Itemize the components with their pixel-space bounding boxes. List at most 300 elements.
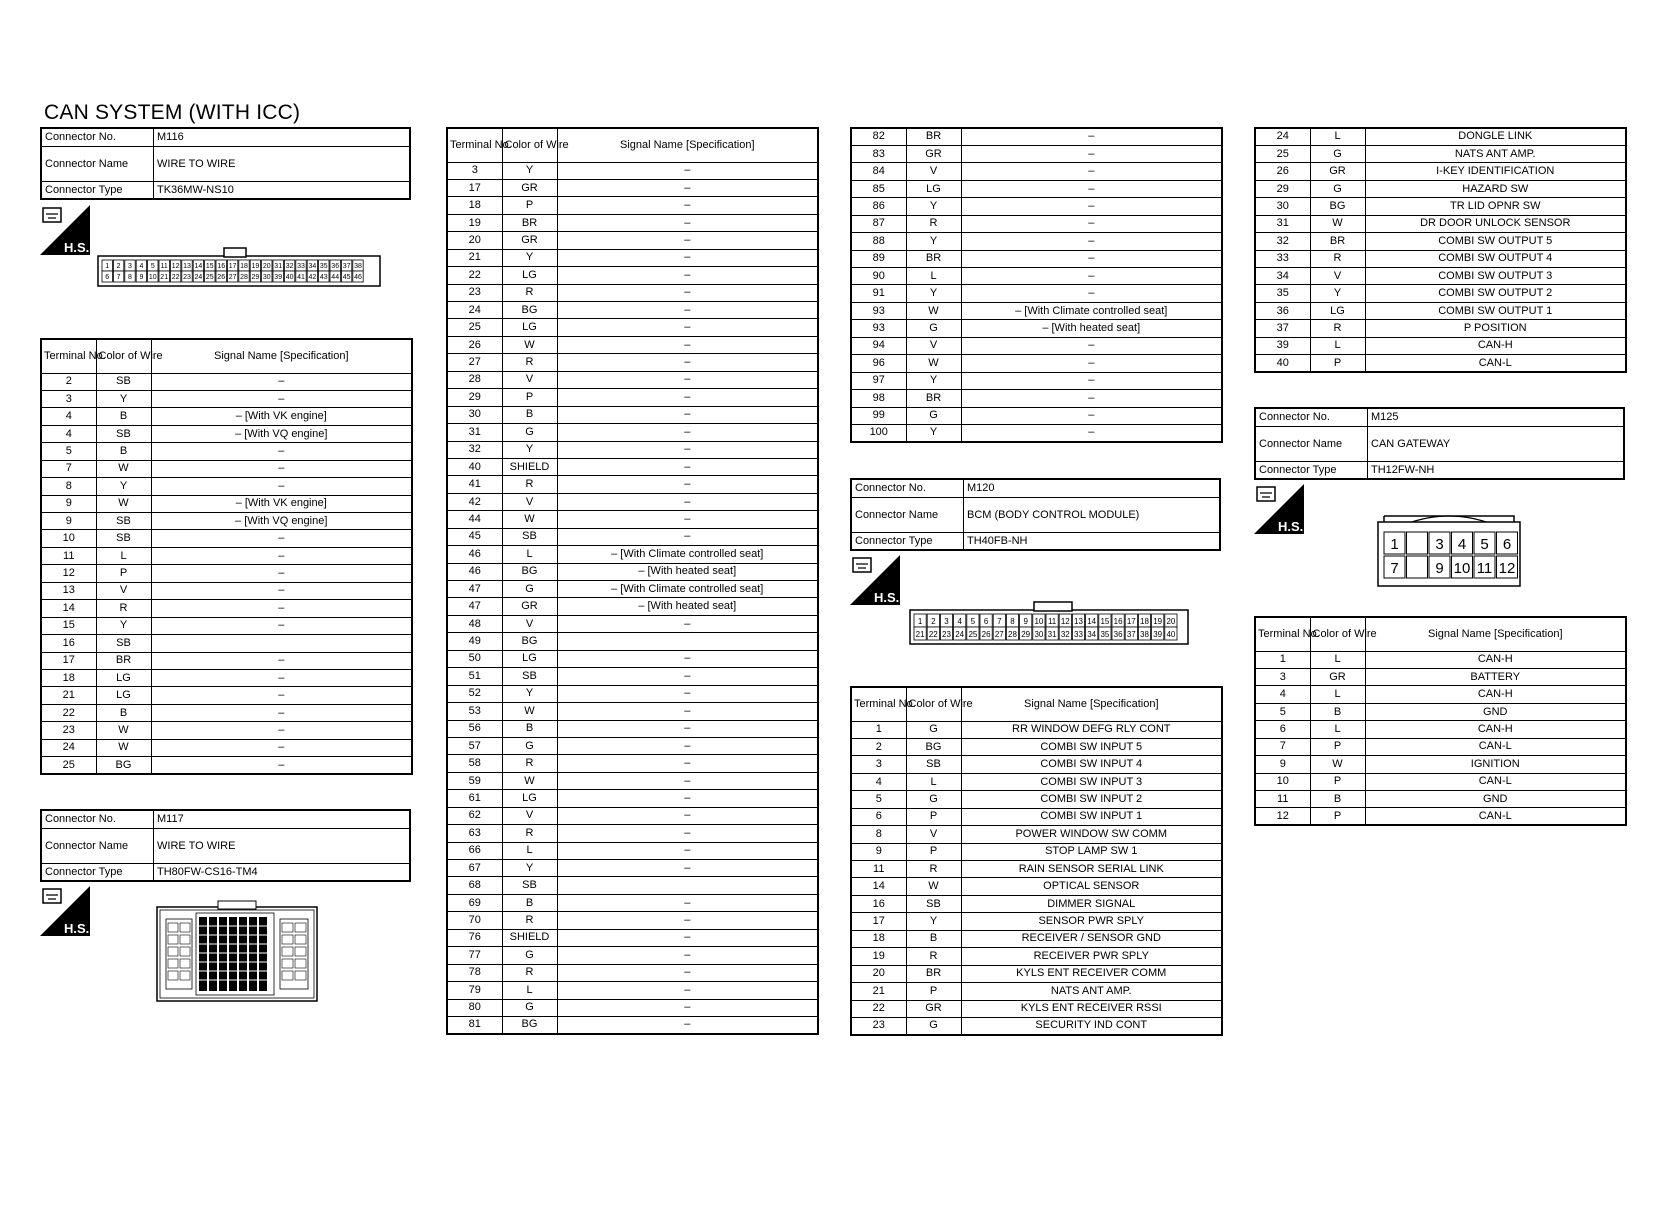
table-row (41, 495, 412, 512)
signal-name-cell: GND (1365, 703, 1626, 720)
terminal-no-cell: 67 (447, 860, 502, 877)
pin-number: 42 (308, 274, 317, 281)
table-row (1255, 808, 1626, 825)
terminal-no-header: Terminal No. (1255, 617, 1310, 651)
pin-number: 5 (970, 617, 976, 626)
terminal-no-cell: 59 (447, 772, 502, 789)
pin-number: 26 (217, 274, 226, 281)
table-row (447, 458, 818, 475)
wire-color-cell: GR (502, 232, 557, 249)
connector-diagram-m117 (156, 899, 318, 1003)
pin-number: 19 (1153, 617, 1163, 626)
table-row (447, 877, 818, 894)
signal-name-cell: CAN-L (1365, 808, 1626, 825)
signal-name-cell: – (557, 389, 818, 406)
wire-color-cell: SHIELD (502, 929, 557, 946)
terminal-no-cell: 37 (1255, 320, 1310, 337)
terminal-no-cell: 32 (1255, 233, 1310, 250)
terminal-no-cell: 19 (851, 948, 906, 965)
table-row (41, 478, 412, 495)
connector-diagram-m125 (1376, 510, 1522, 588)
wire-color-cell: L (1310, 337, 1365, 354)
wire-color-cell: W (502, 703, 557, 720)
table-row (447, 964, 818, 981)
pin-number: 9 (1023, 617, 1028, 626)
table-row (41, 669, 412, 686)
signal-name-cell: – [With heated seat] (961, 320, 1222, 337)
wire-color-cell: P (906, 983, 961, 1000)
terminal-no-cell: 99 (851, 407, 906, 424)
wire-color-cell: R (96, 600, 151, 617)
table-row (41, 565, 412, 582)
signal-name-cell (557, 877, 818, 894)
pin-number: 3 (1435, 536, 1444, 553)
signal-name-cell: – (151, 722, 412, 739)
pin-number: 38 (1140, 630, 1149, 639)
wire-color-cell: W (502, 772, 557, 789)
pin-number: 6 (983, 617, 989, 626)
pin-number: 44 (331, 274, 340, 281)
signal-name-cell: – (961, 407, 1222, 424)
signal-name-header: Signal Name [Specification] (151, 339, 412, 373)
pin-number: 22 (171, 274, 180, 281)
signal-name-cell: HAZARD SW (1365, 180, 1626, 197)
terminal-no-cell: 58 (447, 755, 502, 772)
wire-color-cell: L (1310, 686, 1365, 703)
terminal-no-cell: 62 (447, 807, 502, 824)
signal-name-cell: – (557, 947, 818, 964)
terminal-no-cell: 3 (447, 162, 502, 179)
wire-color-cell: BG (502, 1016, 557, 1033)
pin-number: 19 (251, 263, 260, 270)
color-of-wire-header: Color of Wire (1310, 617, 1365, 651)
pin-number: 32 (1060, 630, 1070, 639)
wire-color-cell: W (502, 511, 557, 528)
pin-number: 5 (150, 263, 155, 270)
terminal-no-cell: 96 (851, 355, 906, 372)
wire-color-cell: BR (906, 965, 961, 982)
table-row (851, 808, 1222, 825)
terminal-no-cell: 46 (447, 546, 502, 563)
signal-name-cell: COMBI SW INPUT 5 (961, 738, 1222, 755)
wire-color-cell: L (1310, 721, 1365, 738)
terminal-table-m125 (1254, 616, 1627, 826)
wire-color-cell: G (1310, 180, 1365, 197)
wire-color-cell: B (502, 720, 557, 737)
terminal-no-cell: 32 (447, 441, 502, 458)
table-row (851, 773, 1222, 790)
table-row (447, 685, 818, 702)
wire-color-cell: G (502, 581, 557, 598)
signal-name-cell: – (557, 860, 818, 877)
pin-number: 29 (1021, 630, 1031, 639)
signal-name-cell: – (557, 302, 818, 319)
wire-color-cell: B (1310, 703, 1365, 720)
wire-color-cell: V (502, 615, 557, 632)
wire-color-cell: SB (96, 425, 151, 442)
terminal-no-cell: 87 (851, 215, 906, 232)
signal-name-cell: – (151, 687, 412, 704)
terminal-no-cell: 90 (851, 268, 906, 285)
signal-name-cell: – (151, 390, 412, 407)
terminal-no-cell: 30 (447, 406, 502, 423)
table-row (1255, 686, 1626, 703)
wire-color-cell: W (96, 722, 151, 739)
pin-number: 1 (917, 617, 923, 626)
terminal-no-cell: 70 (447, 912, 502, 929)
wire-color-cell: L (1310, 651, 1365, 668)
pin-number: 10 (1034, 617, 1044, 626)
table-row (41, 722, 412, 739)
wire-color-cell: BG (906, 738, 961, 755)
terminal-no-cell: 81 (447, 1016, 502, 1033)
signal-name-cell: – (557, 964, 818, 981)
terminal-no-cell: 9 (851, 843, 906, 860)
signal-name-cell: I-KEY IDENTIFICATION (1365, 163, 1626, 180)
pin-number: 7 (116, 274, 121, 281)
pin-number: 30 (262, 274, 271, 281)
signal-name-cell: – (557, 249, 818, 266)
connector-info-m116 (40, 127, 411, 200)
terminal-no-cell: 98 (851, 390, 906, 407)
terminal-no-cell: 17 (851, 913, 906, 930)
wire-color-cell: B (502, 406, 557, 423)
table-row (1255, 703, 1626, 720)
table-row (1255, 180, 1626, 197)
signal-name-cell: – (557, 424, 818, 441)
table-row (851, 895, 1222, 912)
signal-name-cell: KYLS ENT RECEIVER RSSI (961, 1000, 1222, 1017)
terminal-no-cell: 56 (447, 720, 502, 737)
signal-name-cell: GND (1365, 791, 1626, 808)
wire-color-cell: W (1310, 756, 1365, 773)
pin-number: 14 (1087, 617, 1097, 626)
pin-number: 46 (354, 274, 362, 281)
wire-color-cell: L (502, 982, 557, 999)
wire-color-cell: P (1310, 773, 1365, 790)
terminal-no-cell: 9 (1255, 756, 1310, 773)
pin-number: 8 (1010, 617, 1015, 626)
signal-name-cell: RECEIVER PWR SPLY (961, 948, 1222, 965)
wire-color-cell: LG (502, 267, 557, 284)
terminal-no-cell: 14 (851, 878, 906, 895)
terminal-no-cell: 15 (41, 617, 96, 634)
pin-number: 28 (240, 274, 248, 281)
wire-color-cell: W (96, 739, 151, 756)
wire-color-cell: SB (502, 528, 557, 545)
table-row (851, 233, 1222, 250)
terminal-no-cell: 22 (447, 267, 502, 284)
terminal-no-cell: 9 (41, 513, 96, 530)
harness-side-icon (1254, 484, 1304, 534)
pin-number: 7 (1390, 560, 1399, 577)
wire-color-cell: GR (1310, 163, 1365, 180)
signal-name-cell: DIMMER SIGNAL (961, 895, 1222, 912)
table-row (851, 861, 1222, 878)
signal-name-cell: – (557, 493, 818, 510)
signal-name-cell: CAN-L (1365, 738, 1626, 755)
table-row (1255, 215, 1626, 232)
pin-number: 21 (915, 630, 925, 639)
signal-name-cell: – (557, 319, 818, 336)
wire-color-cell: V (502, 807, 557, 824)
pin-number: 27 (228, 274, 237, 281)
signal-name-cell: – (557, 1016, 818, 1033)
wire-color-cell: Y (502, 685, 557, 702)
table-row (851, 407, 1222, 424)
connector-type-label: Connector Type (41, 863, 154, 881)
table-row (851, 198, 1222, 215)
signal-name-cell: – (557, 267, 818, 284)
signal-name-cell: – [With Climate controlled seat] (557, 581, 818, 598)
wire-color-cell: B (1310, 791, 1365, 808)
signal-name-cell: – (151, 600, 412, 617)
wire-color-cell: W (906, 878, 961, 895)
signal-name-cell: – (151, 757, 412, 774)
table-row (447, 197, 818, 214)
pin-number: 11 (160, 263, 168, 270)
pin-number: 8 (128, 274, 132, 281)
table-row (1255, 668, 1626, 685)
terminal-no-cell: 8 (41, 478, 96, 495)
table-row (447, 807, 818, 824)
terminal-no-cell: 3 (1255, 668, 1310, 685)
hs-badge-text: H.S. (1278, 519, 1304, 534)
signal-name-cell: – [With heated seat] (557, 563, 818, 580)
signal-name-cell: – (557, 197, 818, 214)
pin-number: 4 (139, 263, 144, 270)
terminal-no-cell: 22 (41, 704, 96, 721)
table-row (851, 320, 1222, 337)
terminal-table-m117-part1 (446, 127, 819, 1035)
table-row (447, 284, 818, 301)
table-row (447, 982, 818, 999)
terminal-no-cell: 42 (447, 493, 502, 510)
terminal-no-cell: 82 (851, 128, 906, 145)
wire-color-cell: SHIELD (502, 458, 557, 475)
table-row (851, 163, 1222, 180)
wire-color-cell: BG (502, 563, 557, 580)
connector-info-m120 (850, 478, 1221, 551)
signal-name-cell: CAN-H (1365, 337, 1626, 354)
pin-number: 32 (285, 263, 294, 270)
wire-color-cell: B (96, 704, 151, 721)
pin-number: 6 (105, 274, 110, 281)
hs-badge-text: H.S. (64, 240, 90, 255)
terminal-no-cell: 6 (851, 808, 906, 825)
pin-number: 39 (274, 274, 283, 281)
wire-color-cell: P (502, 389, 557, 406)
signal-name-cell: COMBI SW OUTPUT 5 (1365, 233, 1626, 250)
pin-number: 22 (928, 630, 938, 639)
signal-name-cell: CAN-L (1365, 773, 1626, 790)
table-row (447, 999, 818, 1016)
terminal-no-cell: 24 (41, 739, 96, 756)
wire-color-cell: P (906, 843, 961, 860)
table-row (1255, 128, 1626, 145)
terminal-no-cell: 24 (1255, 128, 1310, 145)
terminal-table-m120-part1 (850, 686, 1223, 1036)
connector-no-label: Connector No. (41, 810, 154, 828)
terminal-no-cell: 39 (1255, 337, 1310, 354)
connector-no-label: Connector No. (41, 128, 154, 146)
signal-name-cell: RR WINDOW DEFG RLY CONT (961, 721, 1222, 738)
table-row (447, 720, 818, 737)
signal-name-cell: – (557, 162, 818, 179)
signal-name-cell: – (557, 807, 818, 824)
terminal-no-cell: 44 (447, 511, 502, 528)
signal-name-cell: STOP LAMP SW 1 (961, 843, 1222, 860)
wire-color-cell: Y (1310, 285, 1365, 302)
terminal-no-cell: 23 (41, 722, 96, 739)
pin-number: 24 (194, 274, 203, 281)
table-row (41, 408, 412, 425)
signal-name-cell: COMBI SW INPUT 4 (961, 756, 1222, 773)
table-row (41, 600, 412, 617)
wire-color-cell: Y (906, 285, 961, 302)
wire-color-cell: BR (502, 214, 557, 231)
terminal-no-header: Terminal No. (41, 339, 96, 373)
table-row (41, 530, 412, 547)
connector-name-value: CAN GATEWAY (1368, 426, 1625, 461)
table-row (447, 598, 818, 615)
wire-color-cell: BG (502, 633, 557, 650)
table-row (447, 336, 818, 353)
wire-color-cell: G (906, 1017, 961, 1034)
signal-name-cell: P POSITION (1365, 320, 1626, 337)
pin-number: 45 (342, 274, 351, 281)
signal-name-cell: COMBI SW INPUT 1 (961, 808, 1222, 825)
wire-color-cell: SB (502, 877, 557, 894)
connector-no-value: M116 (154, 128, 411, 146)
table-row (447, 476, 818, 493)
signal-name-cell: – (961, 268, 1222, 285)
signal-name-cell: – (557, 214, 818, 231)
table-row (41, 460, 412, 477)
signal-name-cell: IGNITION (1365, 756, 1626, 773)
table-row (41, 547, 412, 564)
terminal-no-cell: 27 (447, 354, 502, 371)
table-row (447, 162, 818, 179)
terminal-no-cell: 66 (447, 842, 502, 859)
wire-color-cell: P (502, 197, 557, 214)
pin-number: 4 (1457, 536, 1467, 553)
wire-color-cell: W (502, 336, 557, 353)
wire-color-cell: R (1310, 250, 1365, 267)
terminal-no-cell: 77 (447, 947, 502, 964)
pin-number: 35 (1100, 630, 1110, 639)
terminal-no-cell: 16 (851, 895, 906, 912)
signal-name-cell: – (557, 685, 818, 702)
signal-name-cell: – (557, 476, 818, 493)
terminal-no-cell: 1 (1255, 651, 1310, 668)
signal-name-cell: – (557, 511, 818, 528)
table-row (41, 635, 412, 652)
pin-number: 31 (274, 263, 283, 270)
pin-number: 28 (1008, 630, 1017, 639)
wire-color-cell: Y (906, 424, 961, 441)
connector-pin (1407, 556, 1428, 578)
terminal-no-cell: 3 (41, 390, 96, 407)
wire-color-cell: SB (96, 635, 151, 652)
harness-side-icon (40, 886, 90, 936)
terminal-no-cell: 33 (1255, 250, 1310, 267)
wire-color-cell: Y (906, 913, 961, 930)
wire-color-cell: P (1310, 355, 1365, 372)
wire-color-cell: V (1310, 268, 1365, 285)
connector-type-label: Connector Type (41, 181, 154, 199)
terminal-no-cell: 23 (447, 284, 502, 301)
wire-color-cell: R (502, 912, 557, 929)
connector-name-label: Connector Name (851, 497, 964, 532)
signal-name-cell: – (557, 772, 818, 789)
terminal-no-cell: 57 (447, 737, 502, 754)
wire-color-cell: LG (1310, 302, 1365, 319)
harness-side-icon (40, 205, 90, 255)
table-row (41, 757, 412, 774)
signal-name-cell: – (557, 615, 818, 632)
table-row (41, 617, 412, 634)
table-row (447, 528, 818, 545)
terminal-no-cell: 4 (41, 408, 96, 425)
terminal-no-cell: 47 (447, 581, 502, 598)
signal-name-cell: – (151, 460, 412, 477)
pin-number: 20 (1166, 617, 1176, 626)
table-row (851, 268, 1222, 285)
signal-name-cell: RECEIVER / SENSOR GND (961, 930, 1222, 947)
wire-color-cell: Y (502, 162, 557, 179)
terminal-no-cell: 36 (1255, 302, 1310, 319)
table-row (41, 390, 412, 407)
signal-name-cell: – (151, 652, 412, 669)
table-row (851, 250, 1222, 267)
terminal-no-cell: 5 (851, 791, 906, 808)
terminal-no-cell: 80 (447, 999, 502, 1016)
wire-color-cell: L (906, 773, 961, 790)
table-row (851, 878, 1222, 895)
signal-name-cell: COMBI SW INPUT 3 (961, 773, 1222, 790)
table-row (1255, 163, 1626, 180)
signal-name-cell: COMBI SW INPUT 2 (961, 791, 1222, 808)
terminal-no-cell: 5 (41, 443, 96, 460)
terminal-no-cell: 40 (1255, 355, 1310, 372)
wire-color-cell: Y (502, 860, 557, 877)
pin-number: 1 (1390, 536, 1399, 553)
signal-name-cell: TR LID OPNR SW (1365, 198, 1626, 215)
signal-name-cell: CAN-H (1365, 686, 1626, 703)
pin-number: 34 (308, 263, 317, 270)
table-row (1255, 721, 1626, 738)
table-row (447, 633, 818, 650)
table-row (447, 894, 818, 911)
pin-number: 10 (1453, 560, 1471, 577)
wire-color-cell: W (96, 460, 151, 477)
signal-name-cell: – (557, 999, 818, 1016)
terminal-no-cell: 31 (447, 424, 502, 441)
signal-name-cell: – (151, 530, 412, 547)
table-row (1255, 145, 1626, 162)
terminal-no-cell: 28 (447, 371, 502, 388)
wire-color-cell: V (502, 493, 557, 510)
wire-color-cell: R (906, 215, 961, 232)
terminal-no-cell: 1 (851, 721, 906, 738)
table-row (447, 424, 818, 441)
table-row (447, 389, 818, 406)
table-row (851, 965, 1222, 982)
pin-number: 16 (1113, 617, 1123, 626)
page-title: CAN SYSTEM (WITH ICC) (44, 101, 301, 124)
table-row (447, 546, 818, 563)
